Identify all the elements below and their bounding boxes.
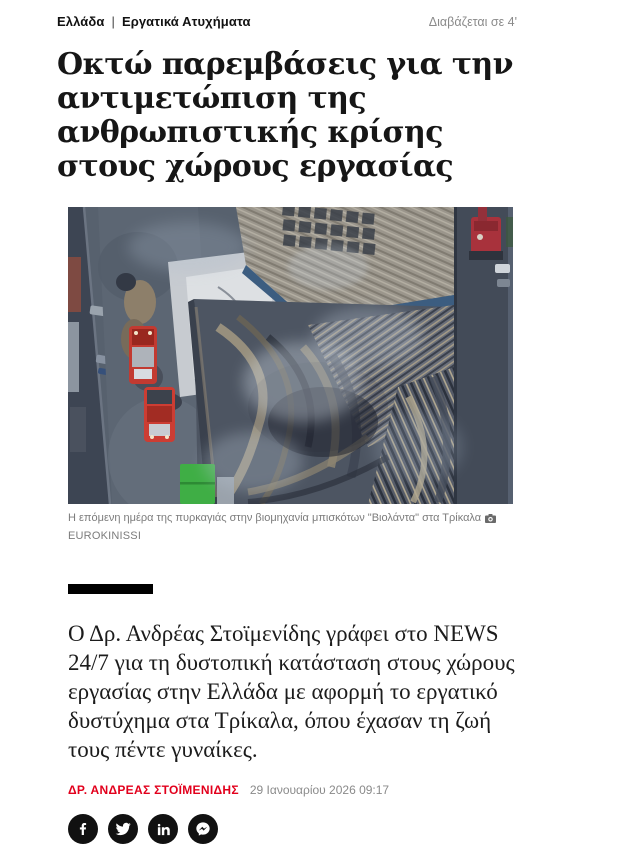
messenger-icon: [195, 821, 211, 837]
publish-date: 29 Ιανουαρίου 2026 09:17: [249, 783, 390, 797]
article-photo: [68, 207, 513, 504]
share-facebook-button[interactable]: [68, 814, 98, 844]
article-page: [57, 0, 517, 844]
twitter-icon: [115, 821, 131, 837]
caption-text: Η επόμενη ημέρα της πυρκαγιάς στην βιομηχανία μπισκότων "Βιολάντα" στα Τρίκαλα: [68, 512, 482, 524]
burnt-factory-aerial-image: [68, 207, 513, 504]
linkedin-icon: [156, 822, 171, 837]
camera-icon: [485, 514, 496, 523]
breadcrumb: [57, 14, 251, 29]
page-title: Οκτώ παρεμβάσεις για την αντιμετώπιση της ανθρωπιστικής κρίσης στους χώρους εργασίας: [57, 47, 513, 184]
social-share-bar: [68, 814, 517, 844]
photo-credit: EUROKINISSI: [68, 530, 142, 542]
article-figure: [68, 207, 513, 543]
breadcrumb-section-link[interactable]: Ελλάδα: [57, 14, 105, 29]
topbar: [57, 14, 517, 29]
fire-truck-1: [129, 326, 157, 384]
reading-time: Διαβάζεται σε 4': [428, 15, 517, 29]
share-messenger-button[interactable]: [188, 814, 218, 844]
facebook-icon: [75, 821, 91, 837]
photo-caption: [68, 511, 513, 543]
share-twitter-button[interactable]: [108, 814, 138, 844]
share-linkedin-button[interactable]: [148, 814, 178, 844]
fire-truck-2: [144, 387, 175, 442]
breadcrumb-separator: |: [111, 14, 115, 29]
article-lead: Ο Δρ. Ανδρέας Στοϊμενίδης γράφει στο NEWS 24/7 για τη δυστοπική κατάσταση στους χώρους εργασίας στην Ελλάδα με αφορμή το εργατικό δυστύχημα στα Τρίκαλα, όπου έχασαν τη ζωή τους πέντε γυναίκες.: [68, 621, 515, 762]
breadcrumb-topic-link[interactable]: Εργατικά Ατυχήματα: [121, 14, 251, 29]
section-divider-bar: [68, 584, 153, 594]
byline: [68, 783, 517, 797]
author-link[interactable]: ΔΡ. ΑΝΔΡΕΑΣ ΣΤΟΪΜΕΝΙΔΗΣ: [68, 783, 239, 797]
